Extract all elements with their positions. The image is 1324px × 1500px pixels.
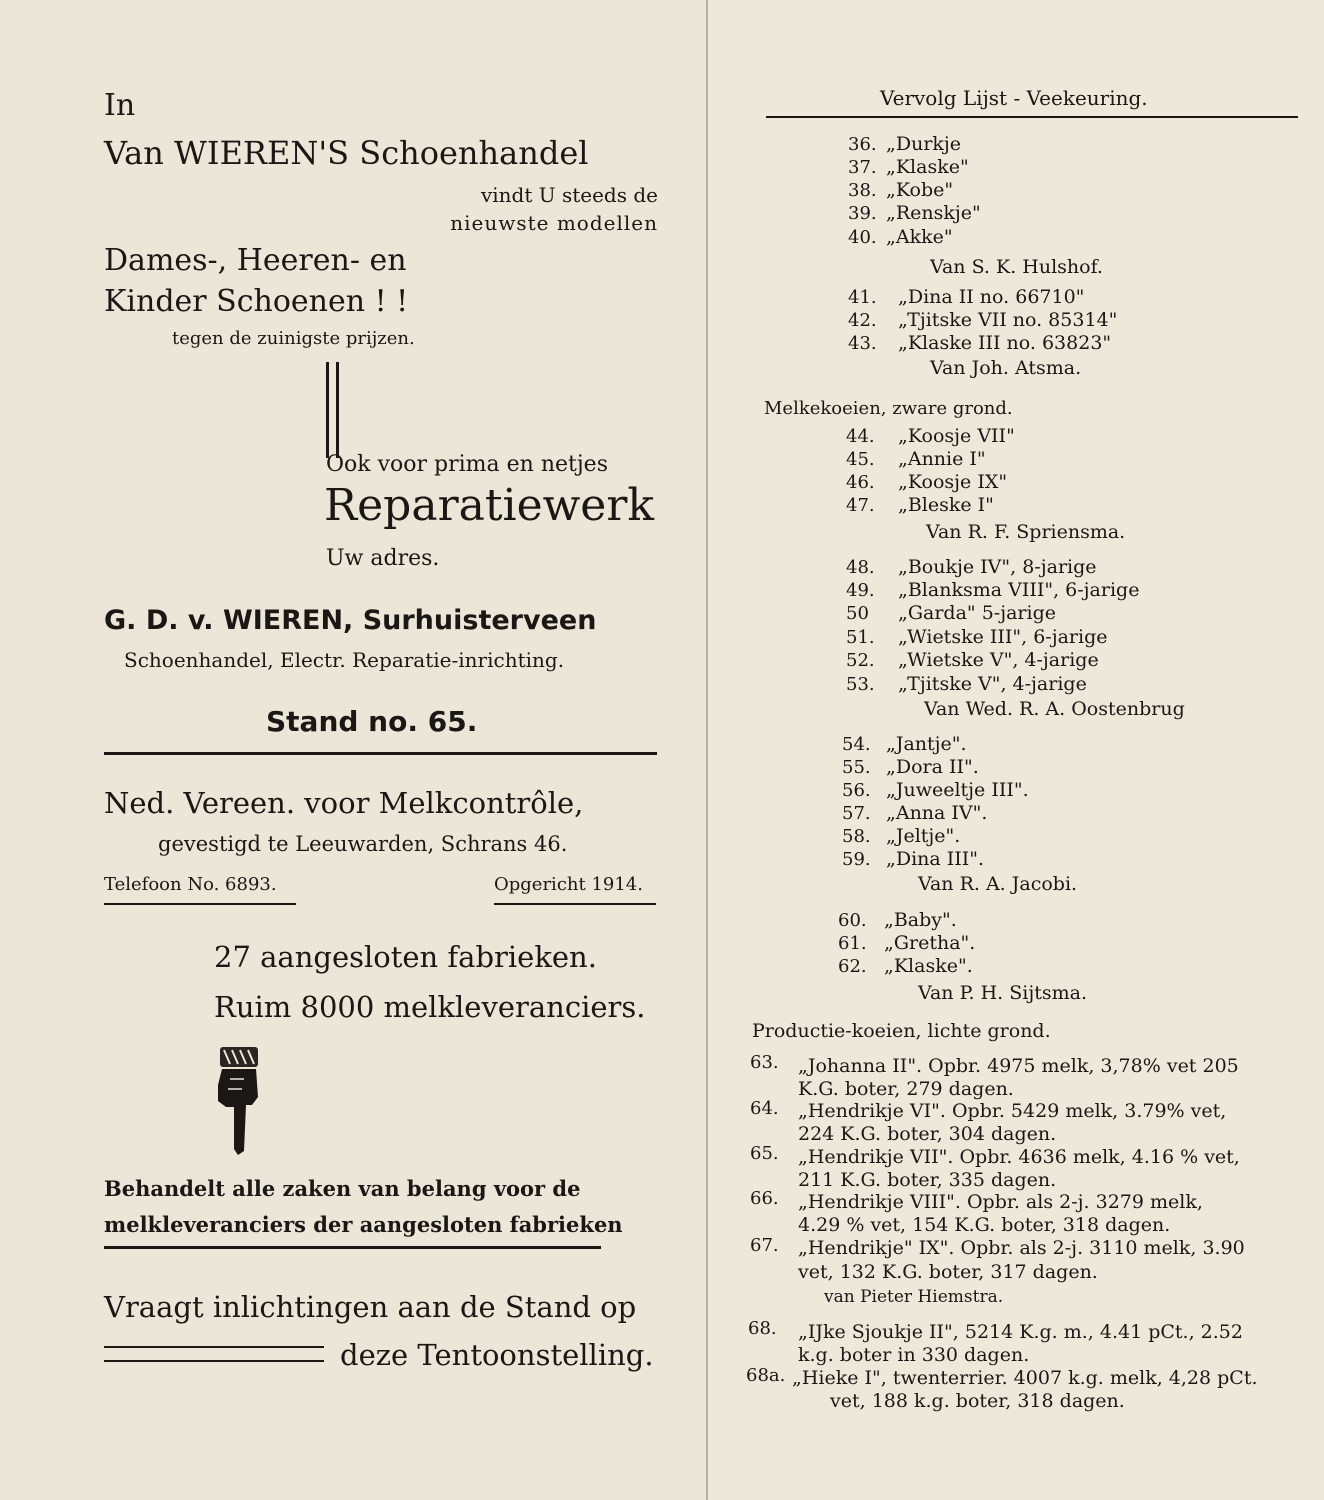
founded-year: Opgericht 1914. — [494, 874, 643, 895]
production-line: vet, 188 k.g. boter, 318 dagen. — [830, 1390, 1125, 1412]
entry-number: 66. — [750, 1188, 779, 1209]
entry-number: 47. — [846, 495, 875, 516]
entry-number: 58. — [842, 826, 871, 847]
cow-name: „Jeltje". — [886, 825, 961, 847]
production-line: 4.29 % vet, 154 K.G. boter, 318 dagen. — [798, 1214, 1171, 1236]
phone-underline — [104, 903, 296, 905]
cow-name: „Akke" — [886, 226, 953, 248]
owner-name: Van P. H. Sijtsma. — [918, 982, 1087, 1004]
cow-name: „Jantje". — [886, 733, 967, 755]
cow-name: „Koosje IX" — [898, 471, 1008, 493]
entry-number: 68. — [748, 1318, 777, 1339]
production-line: „Hendrikje VI". Opbr. 5429 melk, 3.79% vet, — [798, 1100, 1227, 1122]
entry-number: 42. — [848, 310, 877, 331]
shoes-line-2: Kinder Schoenen ! ! — [104, 284, 409, 319]
factories-count: 27 aangesloten fabrieken. — [214, 940, 597, 974]
cow-name: „Blanksma VIII", 6-jarige — [898, 579, 1140, 601]
handles-line-2: melkleveranciers der aangesloten fabrieken — [104, 1212, 623, 1237]
entry-number: 64. — [750, 1098, 779, 1119]
vertical-rule — [336, 362, 339, 458]
association-title: Ned. Vereen. voor Melkcontrôle, — [104, 786, 584, 820]
owner-name: Van S. K. Hulshof. — [930, 256, 1103, 278]
header-rule — [766, 116, 1298, 118]
section-heading: Melkekoeien, zware grond. — [764, 398, 1013, 419]
production-line: K.G. boter, 279 dagen. — [798, 1078, 1014, 1100]
cow-name: „Tjitske VII no. 85314" — [898, 309, 1118, 331]
cow-name: „Klaske". — [884, 955, 973, 977]
entry-number: 68a. — [746, 1365, 786, 1386]
entry-number: 36. — [848, 134, 877, 155]
cow-name: „Dina III". — [886, 848, 985, 870]
tagline-2: nieuwste modellen — [450, 211, 658, 235]
entry-number: 67. — [750, 1235, 779, 1256]
cow-name: „Tjitske V", 4-jarige — [898, 673, 1087, 695]
entry-number: 51. — [846, 627, 875, 648]
entry-number: 60. — [838, 910, 867, 931]
entry-number: 56. — [842, 780, 871, 801]
entry-number: 49. — [846, 580, 875, 601]
cow-name: „Wietske III", 6-jarige — [898, 626, 1108, 648]
cow-name: „Garda" 5-jarige — [898, 602, 1056, 624]
production-line: 211 K.G. boter, 335 dagen. — [798, 1169, 1057, 1191]
owner-name: Van Wed. R. A. Oostenbrug — [924, 698, 1185, 720]
entry-number: 65. — [750, 1143, 779, 1164]
entry-number: 43. — [848, 333, 877, 354]
stand-number: Stand no. 65. — [266, 705, 478, 738]
shoes-line-1: Dames-, Heeren- en — [104, 243, 407, 278]
owner-name: Van R. A. Jacobi. — [918, 873, 1078, 895]
prices-text: tegen de zuinigste prijzen. — [172, 328, 415, 349]
production-line: „Hendrikje VII". Opbr. 4636 melk, 4.16 % vet, — [798, 1146, 1240, 1168]
entry-number: 50 — [846, 603, 869, 624]
production-line: „IJke Sjoukje II", 5214 K.g. m., 4.41 pCt., 2.52 — [798, 1321, 1243, 1343]
owner-name: Van R. F. Spriensma. — [926, 521, 1126, 543]
repair-intro: Ook voor prima en netjes — [326, 452, 608, 477]
entry-number: 46. — [846, 472, 875, 493]
entry-number: 55. — [842, 757, 871, 778]
cow-name: „Klaske III no. 63823" — [898, 332, 1112, 354]
company-subtitle: Schoenhandel, Electr. Reparatie-inrichting. — [124, 648, 565, 672]
entry-number: 41. — [848, 287, 877, 308]
production-line: vet, 132 K.G. boter, 317 dagen. — [798, 1261, 1098, 1283]
handles-underline — [104, 1246, 601, 1249]
cow-name: „Bleske I" — [898, 494, 994, 516]
entry-number: 63. — [750, 1052, 779, 1073]
vertical-rule — [326, 362, 329, 458]
production-line: 224 K.G. boter, 304 dagen. — [798, 1123, 1057, 1145]
entry-number: 62. — [838, 956, 867, 977]
entry-number: 38. — [848, 180, 877, 201]
cow-name: „Kobe" — [886, 179, 954, 201]
entry-number: 53. — [846, 674, 875, 695]
association-location: gevestigd te Leeuwarden, Schrans 46. — [158, 832, 568, 856]
owner-name: van Pieter Hiemstra. — [824, 1287, 1004, 1307]
entry-number: 59. — [842, 849, 871, 870]
entry-number: 52. — [846, 650, 875, 671]
entry-number: 48. — [846, 557, 875, 578]
cow-name: „Dora II". — [886, 756, 979, 778]
cow-name: „Annie I" — [898, 448, 986, 470]
cow-name: „Koosje VII" — [898, 425, 1015, 447]
production-line: „Hieke I", twenterrier. 4007 k.g. melk, 4,28 pCt. — [792, 1367, 1258, 1389]
phone-number: Telefoon No. 6893. — [104, 874, 277, 895]
cow-name: „Boukje IV", 8-jarige — [898, 556, 1097, 578]
suppliers-count: Ruim 8000 melkleveranciers. — [214, 990, 646, 1024]
inquiry-line-2: deze Tentoonstelling. — [340, 1338, 654, 1372]
right-page — [708, 0, 1324, 1500]
production-line: k.g. boter in 330 dagen. — [798, 1344, 1030, 1366]
entry-number: 57. — [842, 803, 871, 824]
entry-number: 54. — [842, 734, 871, 755]
company-name: G. D. v. WIEREN, Surhuisterveen — [104, 605, 597, 636]
cow-name: „Klaske" — [886, 156, 969, 178]
blank-line-lower — [104, 1360, 324, 1362]
entry-number: 39. — [848, 203, 877, 224]
blank-line-upper — [104, 1346, 324, 1348]
owner-name: Van Joh. Atsma. — [930, 357, 1082, 379]
section-heading: Productie-koeien, lichte grond. — [752, 1020, 1051, 1042]
shop-name: Van WIEREN'S Schoenhandel — [104, 134, 589, 172]
production-line: „Hendrikje VIII". Opbr. als 2-j. 3279 melk, — [798, 1191, 1203, 1213]
cow-name: „Baby". — [884, 909, 957, 931]
ad-intro: In — [104, 88, 136, 123]
entry-number: 44. — [846, 426, 875, 447]
cow-name: „Dina II no. 66710" — [898, 286, 1085, 308]
cow-name: „Durkje — [886, 133, 962, 155]
production-line: „Hendrikje" IX". Opbr. als 2-j. 3110 melk, 3.90 — [798, 1237, 1245, 1259]
production-line: „Johanna II". Opbr. 4975 melk, 3,78% vet 205 — [798, 1055, 1239, 1077]
tagline-1: vindt U steeds de — [480, 183, 658, 207]
cow-name: „Wietske V", 4-jarige — [898, 649, 1099, 671]
entry-number: 37. — [848, 157, 877, 178]
founded-underline — [494, 903, 656, 905]
section-divider — [104, 752, 657, 755]
cow-name: „Juweeltje III". — [886, 779, 1029, 801]
entry-number: 61. — [838, 933, 867, 954]
list-header: Vervolg Lijst - Veekeuring. — [880, 86, 1148, 110]
cow-name: „Renskje" — [886, 202, 981, 224]
cow-name: „Gretha". — [884, 932, 976, 954]
repair-heading: Reparatiewerk — [324, 480, 655, 531]
inquiry-line-1: Vraagt inlichtingen aan de Stand op — [104, 1290, 637, 1324]
handles-line-1: Behandelt alle zaken van belang voor de — [104, 1176, 581, 1201]
entry-number: 40. — [848, 227, 877, 248]
cow-name: „Anna IV". — [886, 802, 988, 824]
entry-number: 45. — [846, 449, 875, 470]
pointing-hand-icon — [214, 1045, 262, 1157]
address-label: Uw adres. — [326, 546, 440, 571]
